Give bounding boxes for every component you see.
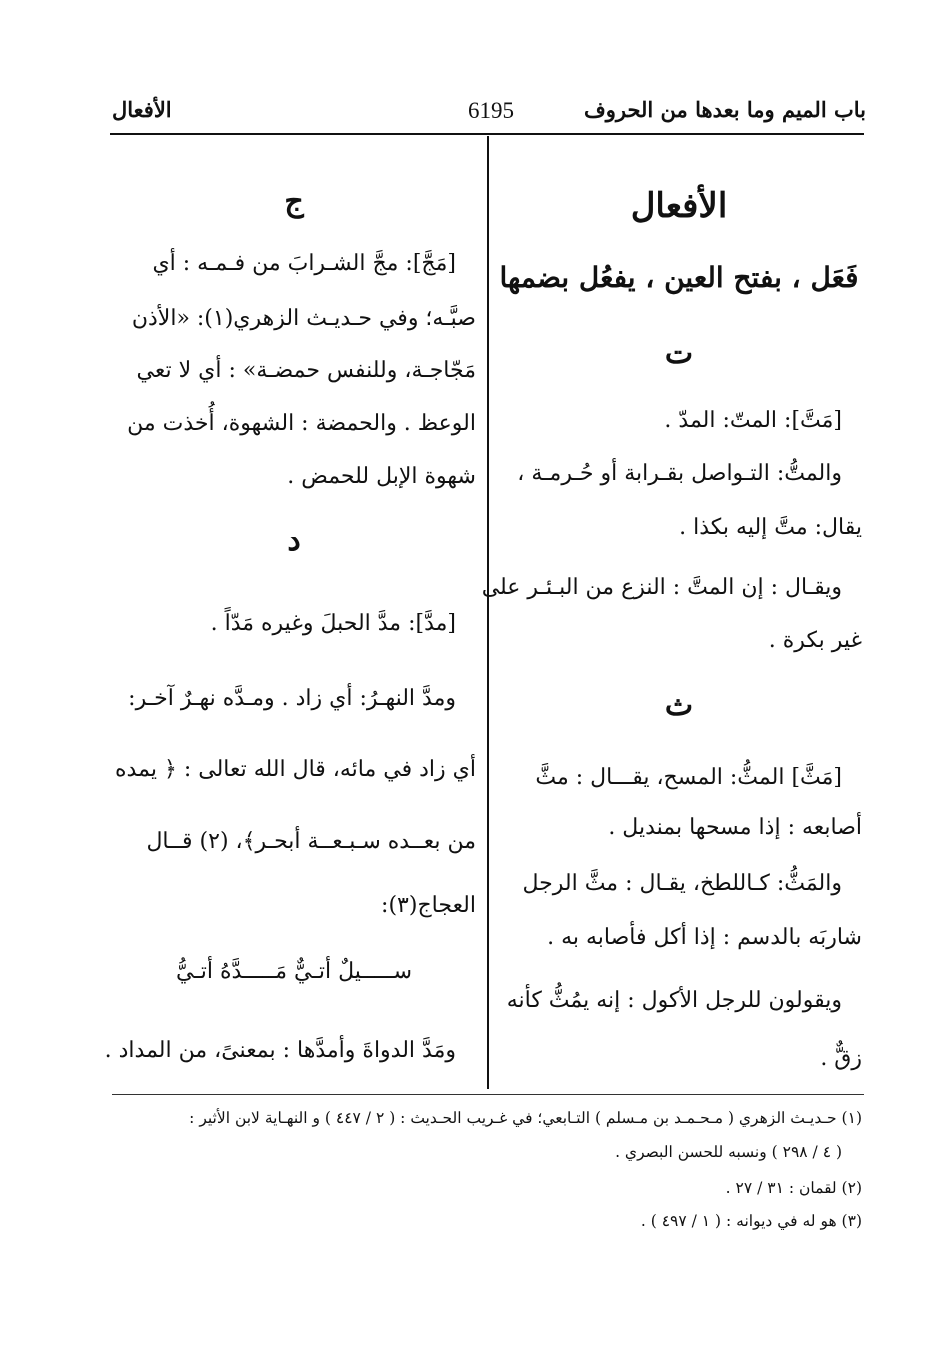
entry-line: ويقولون للرجل الأكول : إنه يمُثُّ كأنه <box>506 988 842 1013</box>
entry-line: صبَّـه؛ وفي حـديـث الزهري(١): «الأذن <box>131 306 476 331</box>
entry-line: زقٌّ . <box>820 1046 862 1071</box>
entry-line: [مَثَّ] المثُّ: المسح، يقـــال : مثَّ <box>535 765 842 790</box>
entry-line: من بعــده سـبـعــة أبحـر﴾، (٢) قــال <box>146 829 476 854</box>
running-header-chapter: باب الميم وما بعدها من الحروف <box>583 97 866 122</box>
section-subtitle: فَعَل ، بفتح العين ، يفعُل بضمها <box>499 261 859 294</box>
section-title: الأفعال <box>630 186 728 226</box>
footnote-3: (٣) هو له في ديوانه : ( ١ / ٤٩٧ ) . <box>640 1212 862 1230</box>
header-rule <box>110 133 864 135</box>
entry-line: مَجّاجـة، وللنفس حمضـة» : أي لا تعي <box>136 358 476 383</box>
footnote-1-continued: ( ٤ / ٢٩٨ ) ونسبه للحسن البصري . <box>615 1143 842 1161</box>
entry-line: [مدَّ]: مدَّ الحبلَ وغيره مَدّاً . <box>210 611 456 636</box>
entry-line: غير بكرة . <box>768 628 862 653</box>
footnote-1: (١) حـديـث الزهري ( مـحـمـد بن مـسلم ) التـابعي؛ في غـريب الحـديث : ( ٢ / ٤٤٧ ) و النهـاية لابن الأثير : <box>189 1109 862 1127</box>
letter-heading-tha: ث <box>664 688 694 723</box>
entry-line: أي زاد في مائه، قال الله تعالى : ﴿ يمده <box>115 757 476 782</box>
letter-heading-jim: ج <box>284 184 304 219</box>
entry-line: ومدَّ النهـرُ: أي زاد . ومـدَّه نهـرٌ آخـر: <box>128 686 456 711</box>
entry-line: ومَدَّ الدواةَ وأمدَّها : بمعنىً، من المداد . <box>104 1038 456 1063</box>
entry-line: الوعظ . والحمضة : الشهوة، أُخذت من <box>127 411 476 436</box>
entry-line: [مَجَّ]: مجَّ الشـرابَ من فـمـه : أي <box>152 251 456 276</box>
page-number: 6195 <box>468 98 514 123</box>
entry-line: شهوة الإبل للحمض . <box>287 464 476 489</box>
entry-line: شاربَه بالدسم : إذا أكل فأصابه به . <box>547 925 862 950</box>
running-header-section: الأفعال <box>112 97 172 122</box>
column-divider <box>487 136 489 1089</box>
entry-line: أصابعه : إذا مسحها بمنديل . <box>608 815 862 840</box>
letter-heading-ta: ت <box>664 336 694 371</box>
entry-line: والمتُّ: التـواصل بقـرابة أو حُـرمـة ، <box>517 461 842 486</box>
entry-line: والمَثُّ: كـاللطخ، يقـال : مثَّ الرجل <box>522 871 842 896</box>
entry-line: ويقـال : إن المتَّ : النزع من البـئـر على <box>481 575 842 600</box>
footnote-rule <box>112 1094 864 1095</box>
entry-line: يقال: متَّ إليه بكذا . <box>679 515 862 540</box>
letter-heading-dal: د <box>287 523 301 558</box>
entry-line: [مَتَّ]: المتّ: المدّ . <box>664 408 842 433</box>
footnote-2: (٢) لقمان : ٣١ / ٢٧ . <box>725 1179 862 1197</box>
poetry-verse: ســـــيلٌ أتـيٌّ مَـــــدَّهُ أتـيُّ <box>175 959 413 984</box>
entry-line: العجاج(٣): <box>381 893 476 918</box>
